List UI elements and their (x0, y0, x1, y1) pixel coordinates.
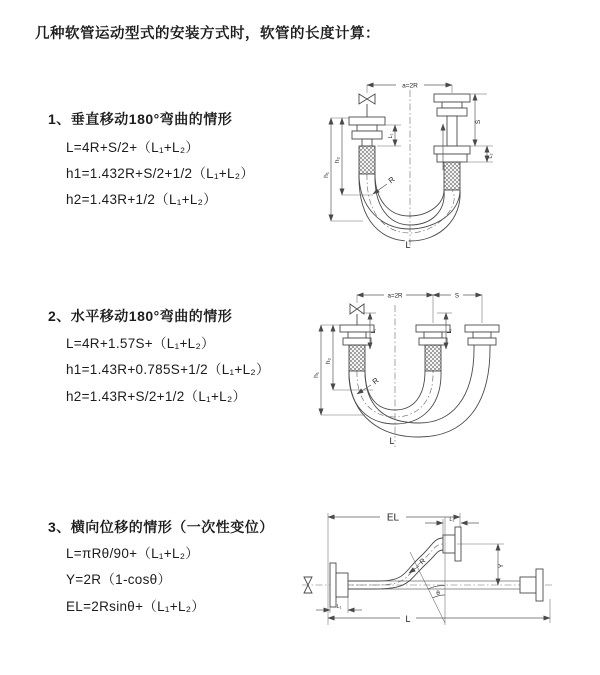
dim-label-l1: L₁ (371, 328, 377, 334)
radius-callout (357, 375, 381, 394)
diagram-lateral-displacement (300, 505, 570, 643)
radius-label: R (370, 375, 381, 387)
dim-label-s: S (454, 292, 460, 300)
dim-s (468, 94, 493, 146)
dim-y (457, 544, 505, 585)
dim-label-l1: L₁ (336, 604, 342, 610)
braid-right (444, 162, 460, 190)
formula-line: h2=1.43R+S/2+1/2（L₁+L₂） (66, 389, 247, 404)
length-label: L (405, 240, 411, 250)
formula-line: EL=2Rsinθ+（L₁+L₂） (66, 599, 206, 614)
dim-label-h2: h₂ (325, 357, 332, 365)
hose-u-moved (349, 345, 490, 437)
formula-line: L=4R+1.57S+（L₁+L₂） (66, 336, 215, 351)
radius-label: R (418, 557, 428, 567)
formula-line: h1=1.43R+0.785S+1/2（L₁+L₂） (66, 362, 270, 377)
dim-label-y: Y (498, 563, 505, 569)
formula-line: h2=1.43R+1/2（L₁+L₂） (66, 192, 217, 207)
dim-l (328, 599, 550, 624)
dim-label-l1: L₁ (388, 133, 394, 139)
dim-label-s: S (475, 119, 482, 125)
length-label: L (405, 614, 411, 624)
page-title: 几种软管运动型式的安装方式时，软管的长度计算： (35, 26, 380, 42)
flange-left (349, 117, 385, 174)
dim-l1 (316, 597, 362, 613)
length-label: L (389, 436, 395, 446)
dim-label-l2: L₂ (488, 153, 494, 159)
diagram-vertical-180-bend (315, 72, 550, 254)
flange-right-upper (434, 94, 470, 146)
dim-l2 (425, 517, 479, 535)
diagram-horizontal-180-bend (313, 283, 563, 455)
angle-label: θ (436, 590, 440, 597)
dim-a-2r (367, 83, 452, 94)
dim-label-a2r: a=2R (402, 82, 418, 90)
formula-line: L=πRθ/90+（L₁+L₂） (66, 546, 200, 561)
valve-icon (359, 94, 375, 117)
section-1-heading: 1、垂直移动180°弯曲的情形 (48, 111, 233, 127)
dim-label-a2r: a=2R (387, 292, 403, 300)
braid-left (349, 345, 365, 371)
flange-left (340, 325, 374, 371)
construction-lines (410, 517, 445, 625)
section-3-heading: 3、横向位移的情形（一次性变位） (48, 519, 274, 535)
valve-icon (350, 304, 364, 325)
dim-label-h1: h₁ (313, 372, 320, 378)
dim-label-h2: h₂ (334, 156, 341, 164)
formula-line: Y=2R（1-cosθ） (66, 572, 172, 587)
flange-right-original (520, 569, 543, 601)
radius-callout (373, 174, 397, 194)
flange-left (330, 563, 348, 607)
radius-label: R (386, 174, 397, 186)
dim-label-l2: L₂ (447, 328, 453, 334)
angle-theta (436, 590, 440, 597)
dim-label-h1: h₁ (323, 172, 330, 178)
section-2-heading: 2、水平移动180°弯曲的情形 (48, 308, 233, 324)
dim-label-el: EL (386, 512, 400, 524)
formula-line: L=4R+S/2+（L₁+L₂） (66, 140, 200, 155)
formula-line: h1=1.432R+S/2+1/2（L₁+L₂） (66, 166, 255, 181)
braid-left (359, 146, 375, 174)
flange-middle (416, 325, 450, 371)
dim-s (433, 293, 482, 324)
flange-right-lower (434, 146, 470, 190)
flange-right-moved (465, 325, 499, 345)
dim-label-l2: L₂ (449, 517, 455, 523)
braid-middle (425, 345, 441, 371)
